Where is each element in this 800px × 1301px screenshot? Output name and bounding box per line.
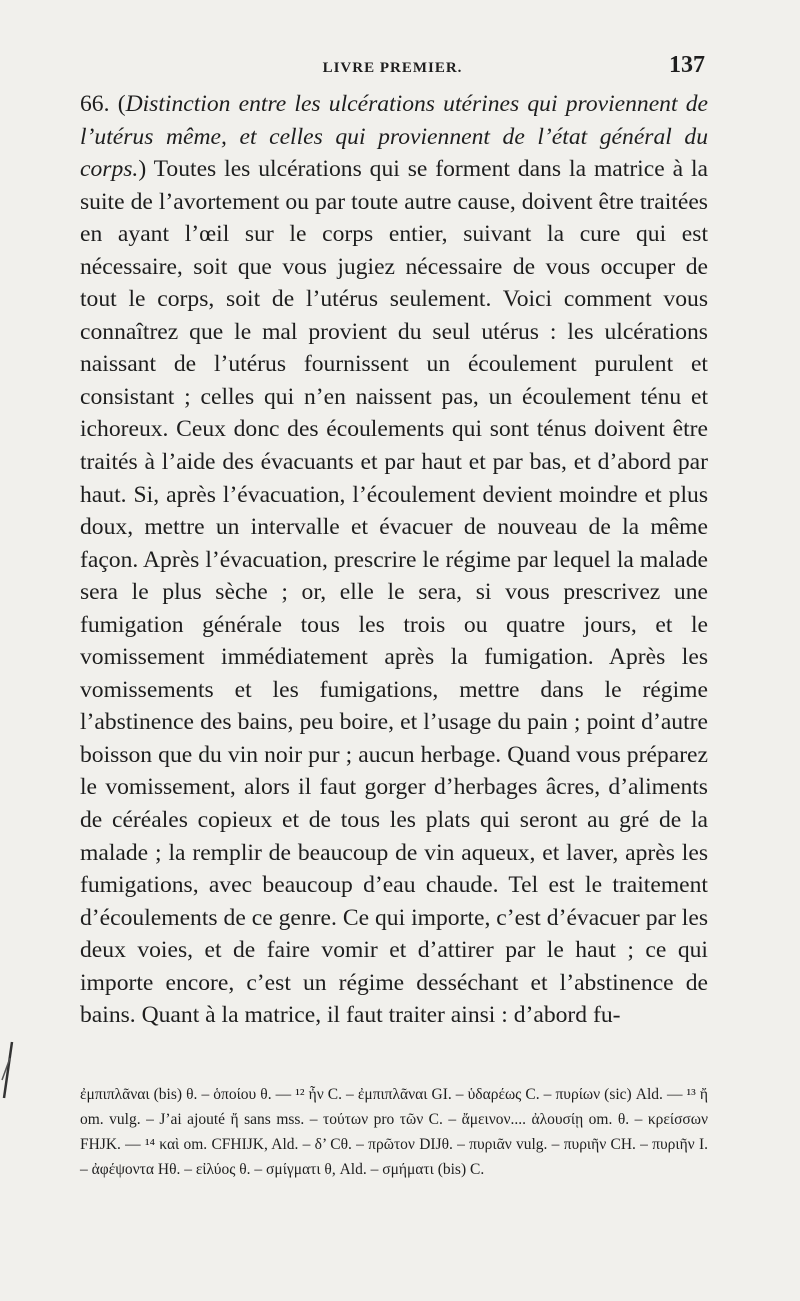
margin-pencil-mark [0,1040,14,1100]
running-title: LIVRE PREMIER. [322,60,463,76]
body-paragraph [80,88,708,1032]
section-heading: Distinction entre les ulcérations utérines qui proviennent de l’utérus même, et celles qui proviennent de l’état général du corps. [80,91,708,183]
heading-close-paren: ) [138,156,147,183]
footnotes: ἐμπιπλᾶναι (bis) θ. – ὁποίου θ. — ¹² ἦν C. – ἐμπιπλᾶναι GI. – ὑδαρέως C. – πυρίων (sic) Ald. — ¹³ ἤ om. vulg. – J’ai ajouté ἤ sans mss. – τούτων pro τῶν C. – ἄμεινον.... ἀλουσίῃ om. θ. – κρείσσων FHJK. — ¹⁴ καὶ om. CFHIJK, Ald. – δ’ Cθ. – πρῶτον DIJθ. – πυριᾶν vulg. – πυριῆν CH. – πυριῆν I. – ἀφέψοντα Hθ. – εἰλύος θ. – σμίγματι θ, Ald. – σμήματι (bis) C. [80,1086,708,1178]
page-header [80,52,705,86]
page-number: 137 [669,52,705,78]
paragraph-text: Toutes les ulcérations qui se forment dans la matrice à la suite de l’avortement ou par toute autre cause, doivent être traitées en ayant l’œil sur le corps entier, suivant la cure qui est nécessaire, soit que vous jugiez nécessaire de vous occuper de tout le corps, soit de l’utérus seulement. Voici comment vous connaîtrez que le mal provient du seul utérus : les ulcérations naissant de l’utérus fournissent un écoulement purulent et consistant ; celles qui n’en naissent pas, un écoulement ténu et ichoreux. Ceux donc des écoulements qui sont ténus doivent être traités à l’aide des évacuants et par haut et par bas, et d’abord par haut. Si, après l’évacuation, l’écoulement devient moindre et plus doux, mettre un intervalle et évacuer de nouveau de la même façon. Après l’évacuation, prescrire le régime par lequel la malade sera le plus sèche ; or, elle le sera, si vous prescrivez une fumigation générale tous les trois ou quatre jours, et le vomissement immédiatement après la fumigation. Après les vomissements et les fumigations, mettre dans le régime l’abstinence des bains, peu boire, et l’usage du pain ; point d’autre boisson que du vin noir pur ; aucun herbage. Quand vous préparez le vomissement, alors il faut gorger d’herbages âcres, d’aliments de céréales copieux et de tous les plats qui seront au gré de la malade ; la remplir de beaucoup de vin aqueux, et laver, après les fumigations, avec beaucoup d’eau chaude. Tel est le traitement d’écoulements de ce genre. Ce qui importe, c’est d’évacuer par les deux voies, et de faire vomir et d’attirer par le haut ; ce qui importe encore, c’est un régime desséchant et l’abstinence de bains. Quant à la matrice, il faut traiter ainsi : d’abord fu- [80,156,708,1029]
paragraph-number: 66. [80,91,110,117]
heading-open-paren: ( [117,91,126,117]
